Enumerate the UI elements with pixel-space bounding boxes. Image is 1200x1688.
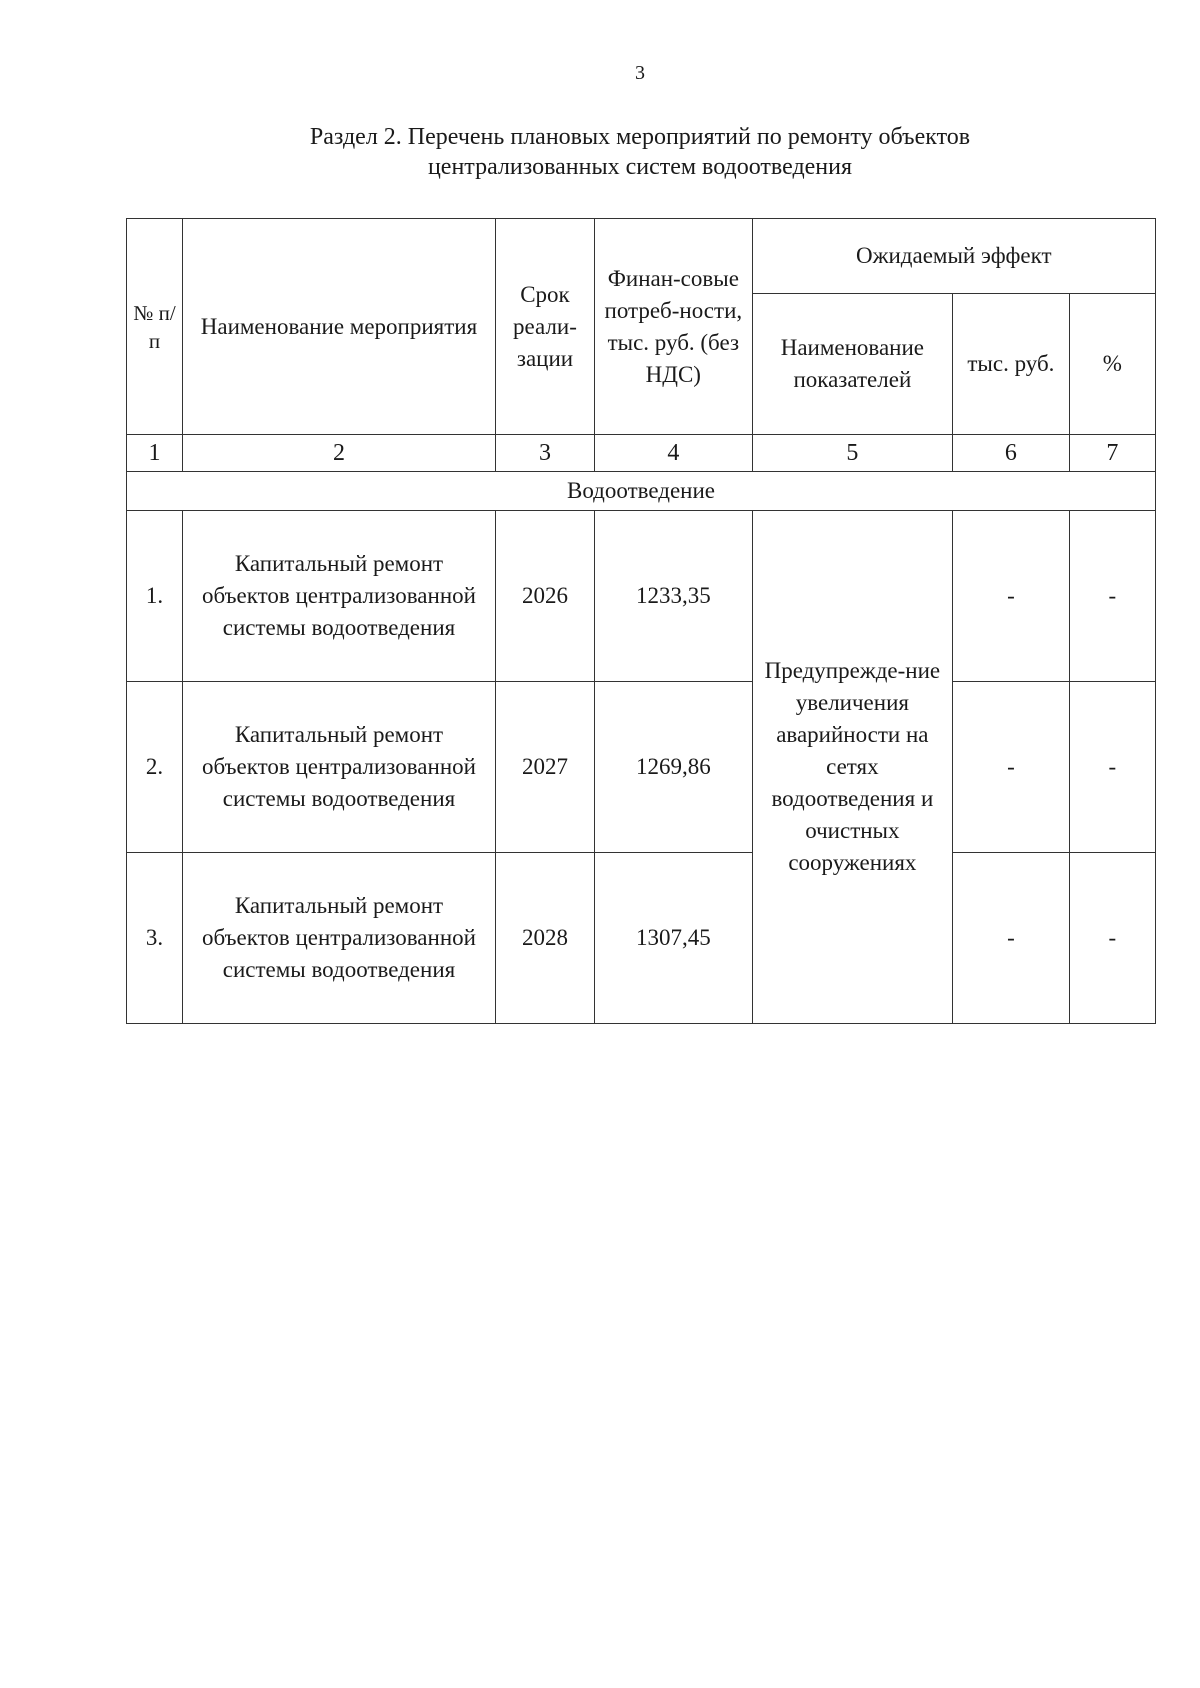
row-num: 1. bbox=[127, 511, 183, 682]
row-year: 2027 bbox=[495, 682, 594, 853]
row-amount: 1233,35 bbox=[595, 511, 752, 682]
row-name: Капитальный ремонт объектов централизованной системы водоотведения bbox=[183, 853, 496, 1024]
header-term: Срок реали-зации bbox=[495, 219, 594, 435]
row-amount: 1307,45 bbox=[595, 853, 752, 1024]
row-amount: 1269,86 bbox=[595, 682, 752, 853]
row-num: 2. bbox=[127, 682, 183, 853]
row-percent: - bbox=[1069, 853, 1155, 1024]
row-thousand-rub: - bbox=[953, 853, 1069, 1024]
column-number: 7 bbox=[1069, 435, 1155, 472]
column-number: 2 bbox=[183, 435, 496, 472]
header-finance: Финан-совые потреб-ности, тыс. руб. (без НДС) bbox=[595, 219, 752, 435]
page-number: 3 bbox=[635, 62, 645, 84]
heading-line-1: Раздел 2. Перечень плановых мероприятий по ремонту объектов bbox=[309, 124, 971, 150]
header-name: Наименование мероприятия bbox=[183, 219, 496, 435]
column-number: 4 bbox=[595, 435, 752, 472]
row-name: Капитальный ремонт объектов централизованной системы водоотведения bbox=[183, 682, 496, 853]
row-thousand-rub: - bbox=[953, 682, 1069, 853]
header-num: № п/п bbox=[127, 219, 183, 435]
header-thousand-rub: тыс. руб. bbox=[953, 294, 1069, 435]
column-number-row bbox=[127, 435, 1156, 472]
row-year: 2028 bbox=[495, 853, 594, 1024]
row-name: Капитальный ремонт объектов централизованной системы водоотведения bbox=[183, 511, 496, 682]
column-number: 1 bbox=[127, 435, 183, 472]
row-percent: - bbox=[1069, 682, 1155, 853]
header-indicator: Наименование показателей bbox=[752, 294, 953, 435]
plan-table bbox=[126, 218, 1156, 1024]
section-heading bbox=[120, 122, 1160, 182]
header-effect: Ожидаемый эффект bbox=[752, 219, 1155, 294]
section-title: Водоотведение bbox=[127, 472, 1156, 511]
header-row-1 bbox=[127, 219, 1156, 294]
table-row bbox=[127, 853, 1156, 1024]
header-percent: % bbox=[1069, 294, 1155, 435]
heading-line-2: централизованных систем водоотведения bbox=[427, 154, 853, 180]
row-num: 3. bbox=[127, 853, 183, 1024]
row-year: 2026 bbox=[495, 511, 594, 682]
row-percent: - bbox=[1069, 511, 1155, 682]
column-number: 5 bbox=[752, 435, 953, 472]
section-row bbox=[127, 472, 1156, 511]
column-number: 3 bbox=[495, 435, 594, 472]
table-row bbox=[127, 682, 1156, 853]
effect-indicator: Предупрежде-ние увеличения аварийности на сетях водоотведения и очистных сооружениях bbox=[752, 511, 953, 1024]
row-thousand-rub: - bbox=[953, 511, 1069, 682]
table-row bbox=[127, 511, 1156, 682]
column-number: 6 bbox=[953, 435, 1069, 472]
